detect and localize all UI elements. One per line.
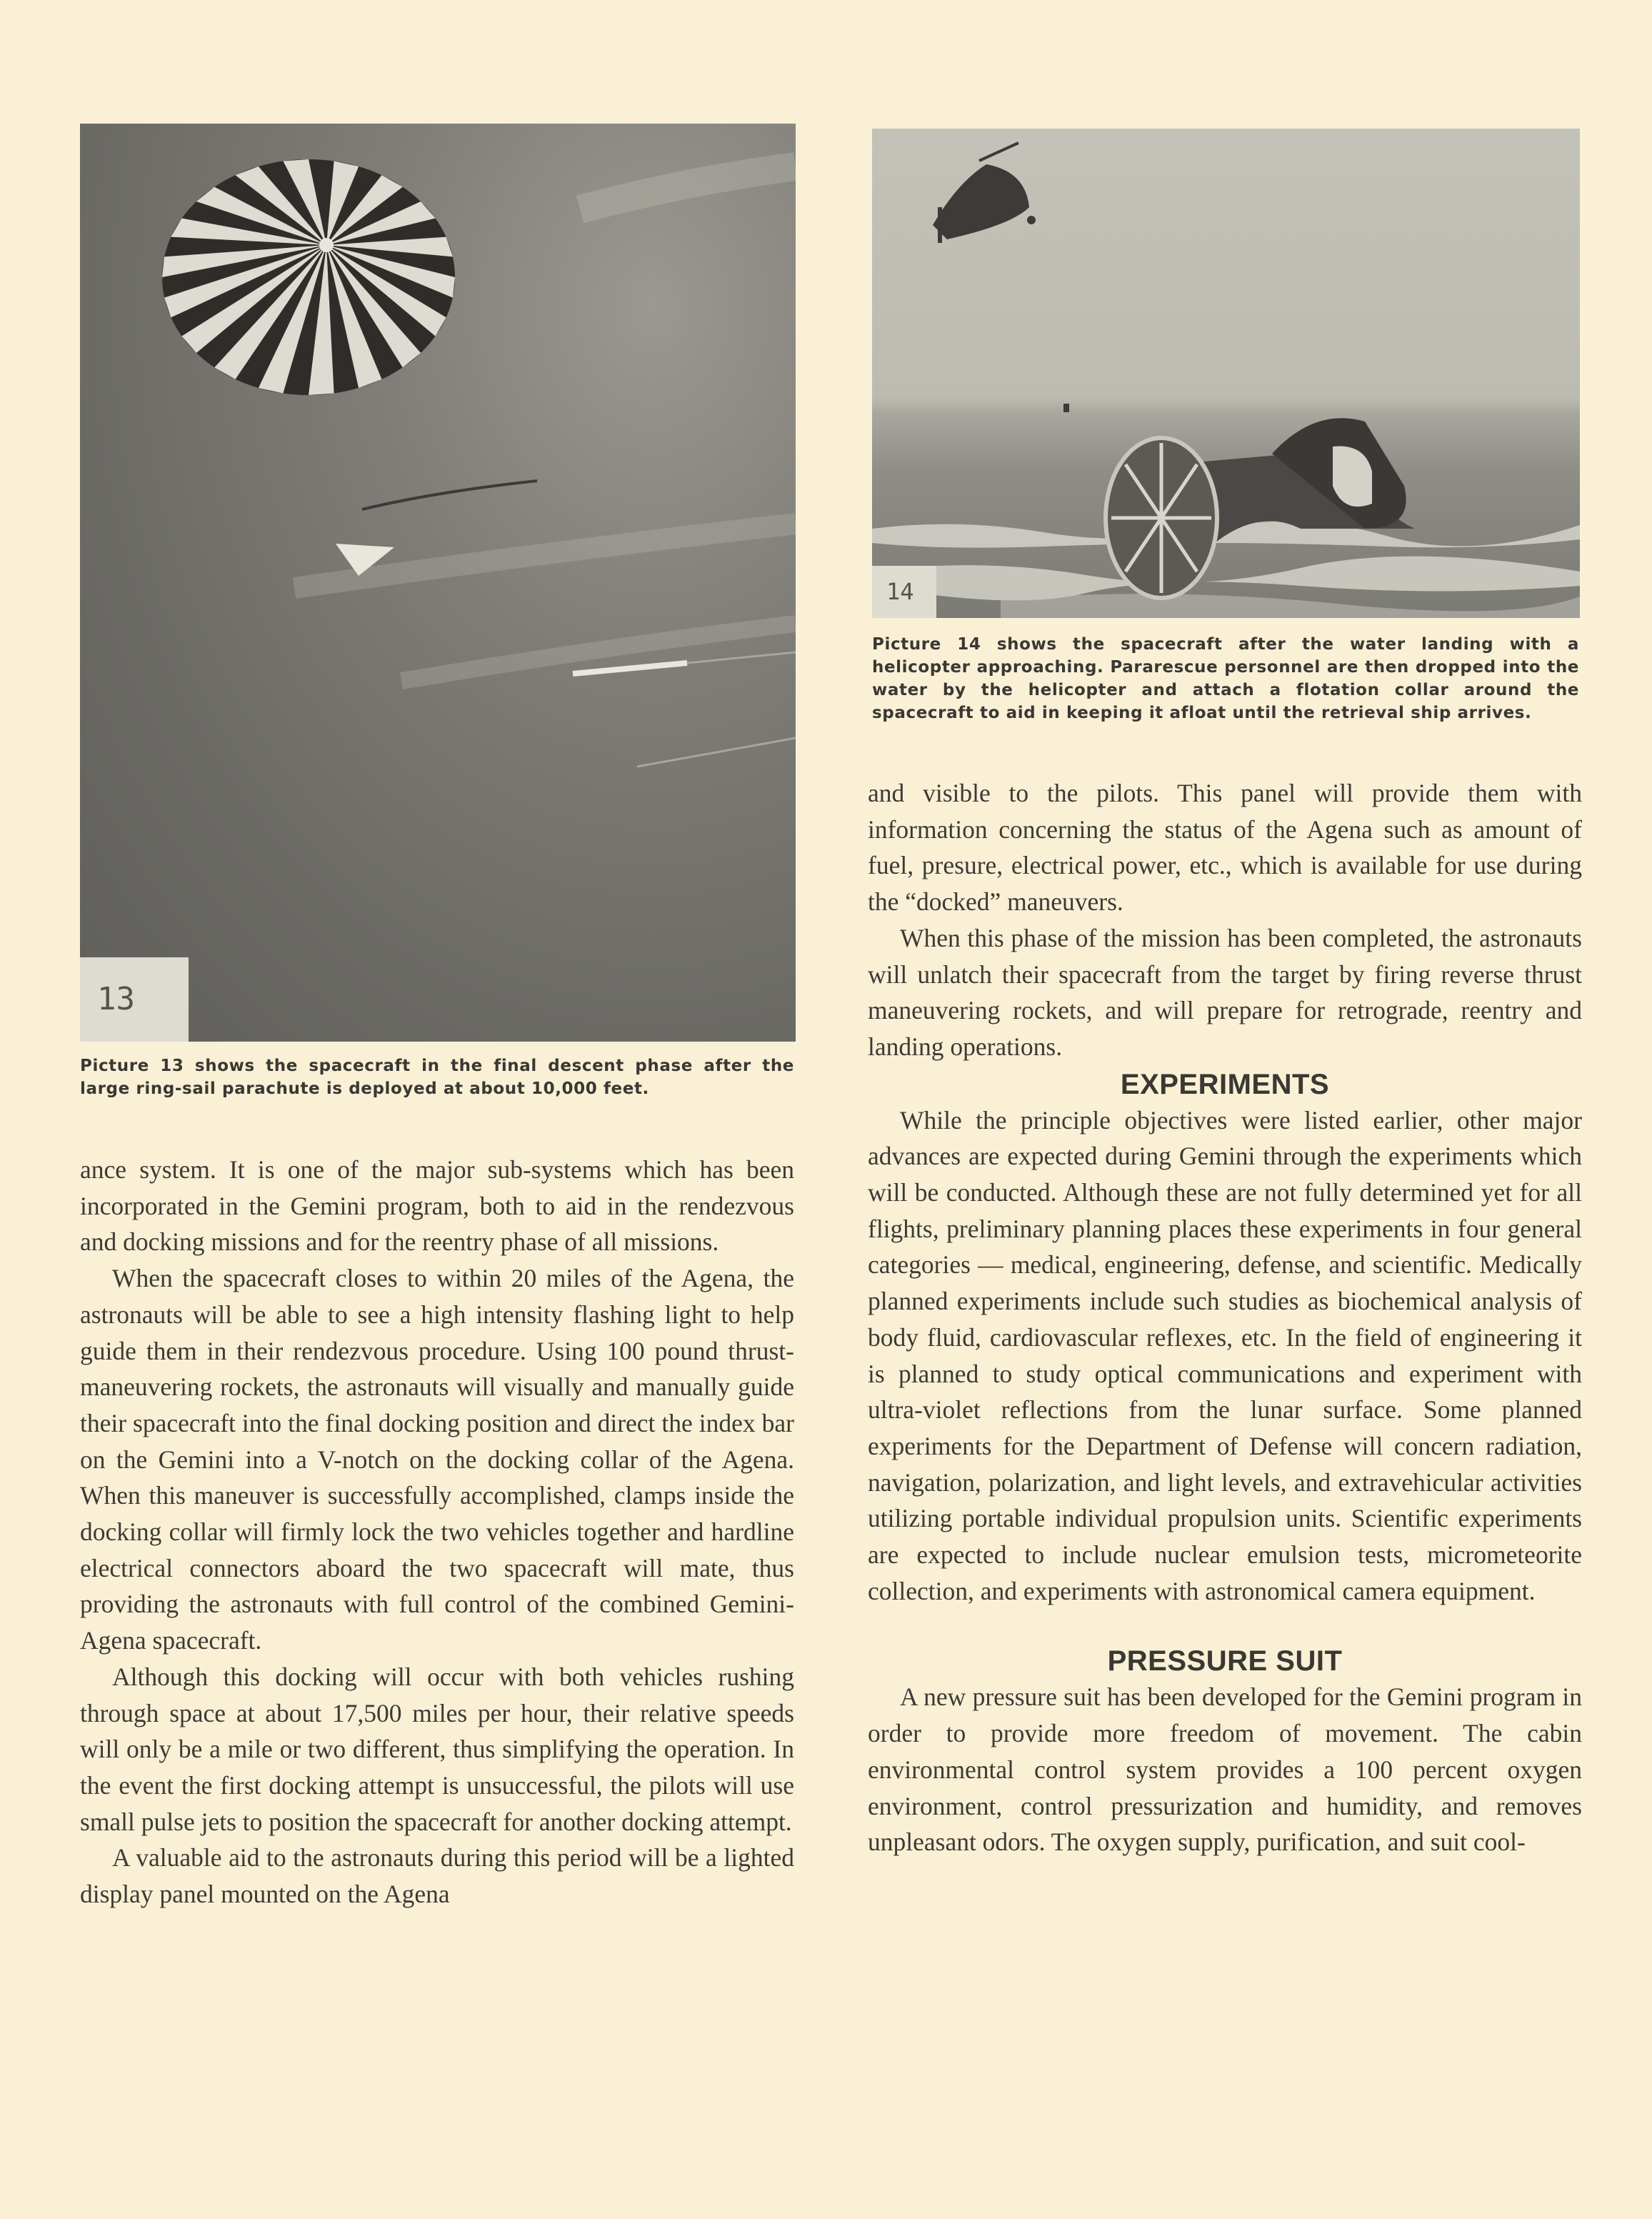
- figure-13-caption: Picture 13 shows the spacecraft in the final descent phase after the large ring-sail parachute is deployed at about 10,000 feet.: [80, 1057, 794, 1098]
- section-heading-experiments: EXPERIMENTS: [1120, 1068, 1330, 1100]
- figure-13-parachute-photo: [80, 124, 796, 1042]
- riser-line: [362, 481, 537, 509]
- pararescue-figure: [1063, 404, 1069, 412]
- body-paragraph: Although this docking will occur with both vehicles rushing through space at about 17,500 miles per hour, their relative speeds will only be a mile or two different, thus simplifying the operation. In the event the first docking attempt is unsuccessful, the pilots will use small pulse jets to position the spacecraft for another docking attempt.: [80, 1662, 794, 1836]
- body-paragraph: A new pressure suit has been developed for the Gemini program in order to provide more freedom of movement. The cabin environmental control system provides a 100 percent oxygen environment, control pressurization and humidity, and removes unpleasant odors. The oxygen supply, purification, and suit cool-: [868, 1682, 1582, 1857]
- canopy-vent: [319, 238, 334, 252]
- light-streak: [573, 663, 687, 674]
- body-paragraph: When this phase of the mission has been completed, the astronauts will unlatch their spacecraft from the target by firing reverse thrust maneuvering rockets, and will prepare for retrograde, reentry and landing operations.: [868, 923, 1582, 1061]
- figure-14-caption: Picture 14 shows the spacecraft after the water landing with a helicopter approaching. Pararescue personnel are then dropped into the water by the helicopter and attach a flotation collar around the spacecraft to aid in keeping it afloat until the retrieval ship arrives.: [872, 635, 1579, 722]
- light-streak: [637, 738, 796, 767]
- body-paragraph: A valuable aid to the astronauts during this period will be a lighted display panel mounted on the Agena: [80, 1843, 794, 1909]
- parachute-descent-illustration: [80, 124, 796, 1042]
- section-heading-pressure-suit: PRESSURE SUIT: [1107, 1645, 1343, 1677]
- helicopter: [933, 143, 1036, 243]
- figure-number-label: 13: [80, 957, 189, 1042]
- figure-number-label: 14: [872, 566, 936, 618]
- body-paragraph: While the principle objectives were listed earlier, other major advances are expected during Gemini through the experiments which will be conducted. Although these are not fully determined yet for all flights, preliminary planning places these experiments in four general categories — medical, engineering, defense, and scientific. Medically planned experiments include such studies as biochemical analysis of body fluid, cardiovascular reflexes, etc. In the field of engineering it is planned to study optical communications and experiment with ultra-violet reflections from the lunar surface. Some planned experiments for the Department of Defense will concern radiation, navigation, polarization, and light levels, and extravehicular activities utilizing portable individual propulsion units. Scientific experiments are expected to include nuclear emulsion tests, micrometeorite collection, and experiments with astronomical camera equipment.: [868, 1105, 1582, 1605]
- left-text-column: [80, 1152, 794, 1913]
- body-paragraph: When the spacecraft closes to within 20 miles of the Agena, the astronauts will be able to see a high intensity flashing light to help guide them in their rendezvous procedure. Using 100 pound thrust-maneuvering rockets, the astronauts will visually and manually guide their spacecraft into the final docking position and direct the index bar on the Gemini into a V-notch on the docking collar of the Agena. When this maneuver is successfully accomplished, clamps inside the docking collar will firmly lock the two vehicles together and hardline electrical connectors aboard the two spacecraft will mate, thus providing the astronauts with full control of the combined Gemini-Agena spacecraft.: [80, 1264, 794, 1655]
- figure-14-water-landing-photo: [872, 129, 1580, 618]
- parachute-canopy: [162, 159, 455, 395]
- body-paragraph: ance system. It is one of the major sub-systems which has been incorporated in the Gemini program, both to aid in the rendezvous and docking missions and for the reentry phase of all missions.: [80, 1155, 794, 1257]
- ocean-waves: [872, 522, 1580, 618]
- light-streak: [687, 652, 796, 663]
- right-text-column: [868, 775, 1582, 1860]
- water-landing-illustration: [872, 129, 1580, 618]
- body-paragraph: and visible to the pilots. This panel will provide them with information concerning the status of the Agena such as amount of fuel, presure, electrical power, etc., which is available for use during the “docked” maneuvers.: [868, 779, 1582, 917]
